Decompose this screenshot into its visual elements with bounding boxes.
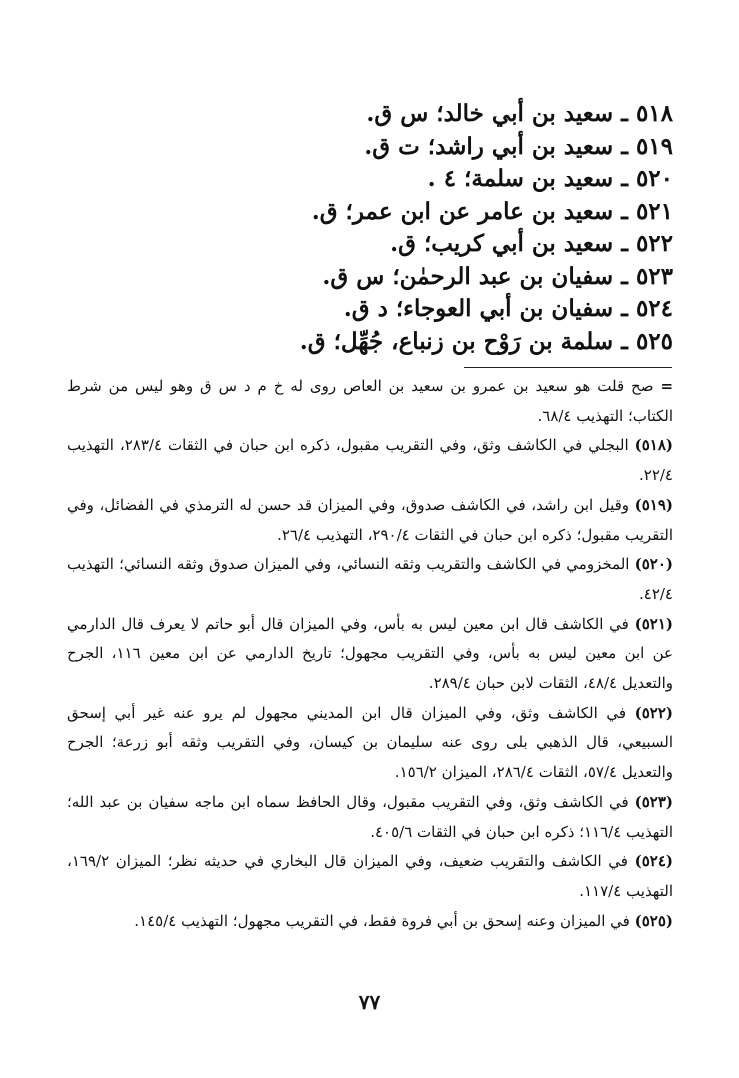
footnote-text: وقيل ابن راشد، في الكاشف صدوق، وفي الميزان قد حسن له الترمذي في الفضائل، وفي التقريب مقبول؛ ذكره ابن حبان في الثقات ٢٩٠/٤، التهذيب ٢٦/٤.	[67, 495, 673, 544]
footnote-text: صح قلت هو سعيد بن عمرو بن سعيد بن العاص روى له خ م د س ق وهو ليس من شرط الكتاب؛ التهذيب ٦٨/٤.	[67, 377, 673, 425]
footnote-ref: =	[660, 377, 674, 395]
footnote-text: البجلي في الكاشف وثق، وفي التقريب مقبول، ذكره ابن حبان في الثقات ٢٨٣/٤، التهذيب ٢٢/٤.	[67, 436, 673, 485]
footnote-ref: (٥١٨)	[634, 436, 673, 455]
footnote-524	[67, 847, 673, 906]
footnote-divider	[464, 367, 672, 368]
footnote-text: في الميزان وعنه إسحق بن أبي فروة فقط، في التقريب مجهول؛ التهذيب ١٤٥/٤.	[134, 911, 630, 930]
entry-521: ٥٢١ ـ سعيد بن عامر عن ابن عمر؛ ق.	[311, 197, 673, 225]
footnote-text: في الكاشف وثق، وفي التقريب مقبول، وقال الحافظ سماه ابن ماجه سفيان بن عبد الله؛ التهذيب ١١٦/٤؛ ذكره ابن حبان في الثقات ٤٠٥/٦.	[67, 792, 673, 841]
entry-518: ٥١٨ ـ سعيد بن أبي خالد؛ س ق.	[366, 100, 673, 127]
footnote-ref: (٥٢١)	[634, 614, 673, 633]
footnote-523	[67, 788, 673, 847]
entry-520: ٥٢٠ ـ سعيد بن سلمة؛ ٤ .	[427, 165, 673, 192]
footnote-521	[67, 610, 673, 699]
entry-list	[113, 98, 673, 358]
entry-522: ٥٢٢ ـ سعيد بن أبي كريب؛ ق.	[390, 230, 673, 257]
footnote-text: في الكاشف وثق، وفي الميزان قال ابن المديني مجهول لم يرو عنه غير أبي إسحق السبيعي، قال الذهبي بلى روى عنه سليمان بن كيسان، وفي التقريب وثقه أبو زرعة؛ الجرح والتعديل ٥٧/٤، الثقات ٢٨٦/٤، الميزان ١٥٦/٢.	[67, 703, 673, 782]
footnote-525	[67, 907, 673, 937]
footnote-ref: (٥٢٣)	[634, 792, 673, 811]
entry-519: ٥١٩ ـ سعيد بن أبي راشد؛ ت ق.	[364, 132, 673, 160]
footnote-text: المخزومي في الكاشف والتقريب وثقه النسائي، وفي الميزان صدوق وثقه النسائي؛ التهذيب ٤٢/٤.	[67, 555, 673, 603]
footnote-ref: (٥٢٠)	[634, 555, 673, 574]
footnote-522	[67, 699, 673, 788]
footnote-text: في الكاشف والتقريب ضعيف، وفي الميزان قال البخاري في حديثه نظر؛ الميزان ١٦٩/٢، التهذيب ١١٧/٤.	[67, 852, 673, 900]
footnote-ref: (٥٢٥)	[634, 911, 673, 930]
footnote-ref: (٥٢٢)	[634, 703, 673, 722]
footnote-518	[67, 431, 673, 490]
footnote-continued	[67, 372, 673, 431]
footnote-ref: (٥٢٤)	[634, 852, 673, 871]
footnote-text: في الكاشف قال ابن معين ليس به بأس، وفي الميزان قال أبو حاتم لا يعرف قال الدارمي عن ابن معين ليس به بأس، وفي التقريب مجهول؛ تاريخ الدارمي عن ابن معين ١١٦، الجرح والتعديل ٤٨/٤، الثقات لابن حبان ٢٨٩/٤.	[67, 614, 673, 693]
footnotes	[67, 372, 673, 936]
footnote-520	[67, 550, 673, 609]
entry-525: ٥٢٥ ـ سلمة بن رَوْح بن زنباع، جُهِّل؛ ق.	[299, 327, 673, 355]
entry-524: ٥٢٤ ـ سفيان بن أبي العوجاء؛ د ق.	[343, 295, 673, 322]
entry-523: ٥٢٣ ـ سفيان بن عبد الرحمٰن؛ س ق.	[322, 262, 673, 290]
footnote-519	[67, 491, 673, 550]
page-number: ٧٧	[358, 990, 381, 1014]
footnote-ref: (٥١٩)	[634, 495, 673, 514]
